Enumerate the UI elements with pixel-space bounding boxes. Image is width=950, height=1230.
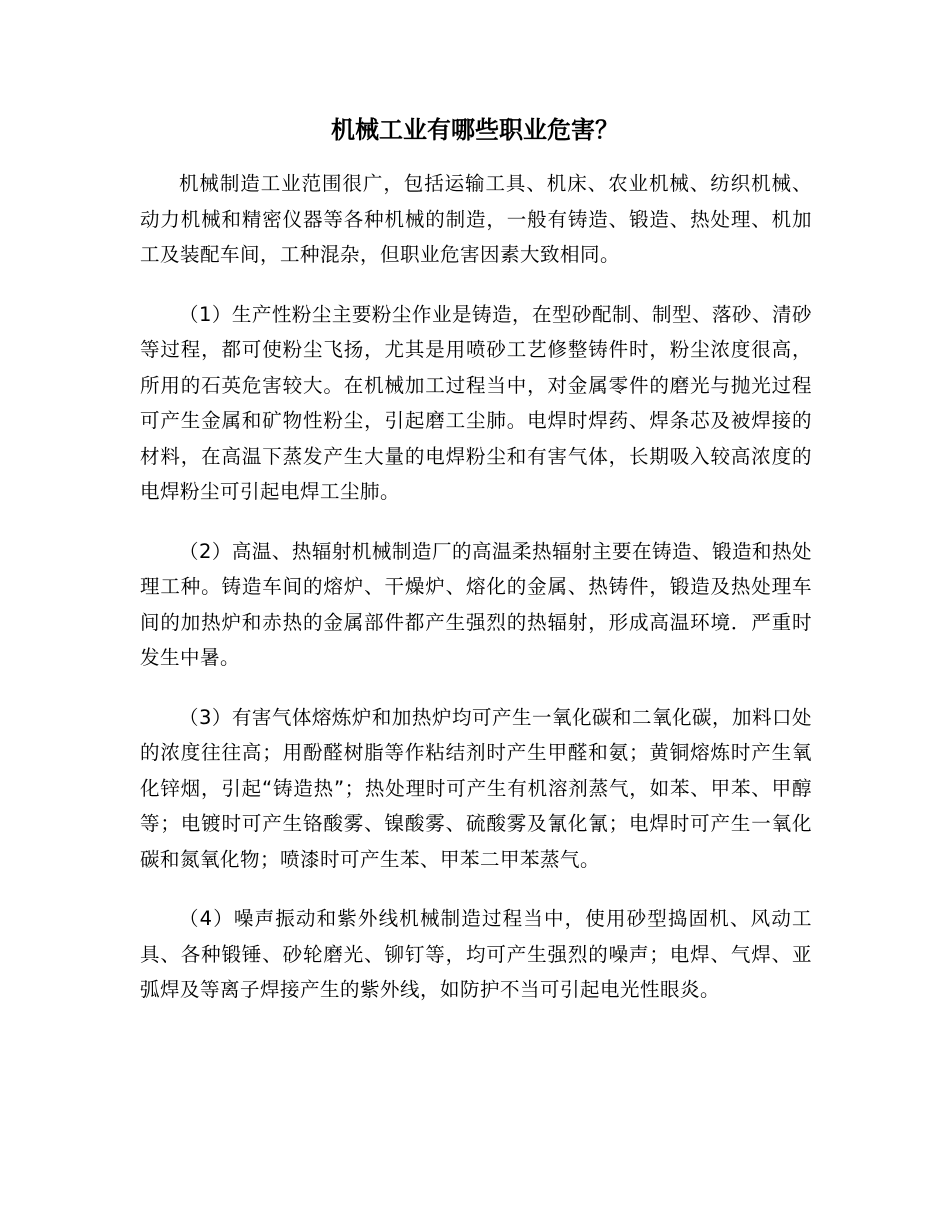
paragraph-noise: （4）噪声振动和紫外线机械制造过程当中，使用砂型捣固机、风动工具、各种锻锤、砂轮磨光、铆钉等，均可产生强烈的噪声；电焊、气焊、亚弧焊及等离子焊接产生的紫外线，如防护不当可引起电光性眼炎。 xyxy=(140,907,812,1001)
paragraph-intro: 机械制造工业范围很广，包括运输工具、机床、农业机械、纺织机械、动力机械和精密仪器等各种机械的制造，一般有铸造、锻造、热处理、机加工及装配车间，工种混杂，但职业危害因素大致相同。 xyxy=(140,172,812,266)
document-title: 机械工业有哪些职业危害？ xyxy=(331,115,619,144)
paragraph-heat: （2）高温、热辐射机械制造厂的高温柔热辐射主要在铸造、锻造和热处理工种。铸造车间的熔炉、干燥炉、熔化的金属、热铸件，锻造及热处理车间的加热炉和赤热的金属部件都产生强烈的热辐射，形成高温环境．严重时发生中暑。 xyxy=(140,539,812,669)
document-body xyxy=(140,166,812,1032)
paragraph-gas: （3）有害气体熔炼炉和加热炉均可产生一氧化碳和二氧化碳，加料口处的浓度往往高；用酚醛树脂等作粘结剂时产生甲醛和氨；黄铜熔炼时产生氧化锌烟，引起“铸造热”；热处理时可产生有机溶剂蒸气，如苯、甲苯、甲醇等；电镀时可产生铬酸雾、镍酸雾、硫酸雾及氰化氰；电焊时可产生一氧化碳和氮氧化物；喷漆时可产生苯、甲苯二甲苯蒸气。 xyxy=(140,705,812,871)
paragraph-dust: （1）生产性粉尘主要粉尘作业是铸造，在型砂配制、制型、落砂、清砂等过程，都可使粉尘飞扬，尤其是用喷砂工艺修整铸件时，粉尘浓度很高，所用的石英危害较大。在机械加工过程当中，对金属零件的磨光与抛光过程可产生金属和矿物性粉尘，引起磨工尘肺。电焊时焊药、焊条芯及被焊接的材料，在高温下蒸发产生大量的电焊粉尘和有害气体，长期吸入较高浓度的电焊粉尘可引起电焊工尘肺。 xyxy=(140,302,812,503)
